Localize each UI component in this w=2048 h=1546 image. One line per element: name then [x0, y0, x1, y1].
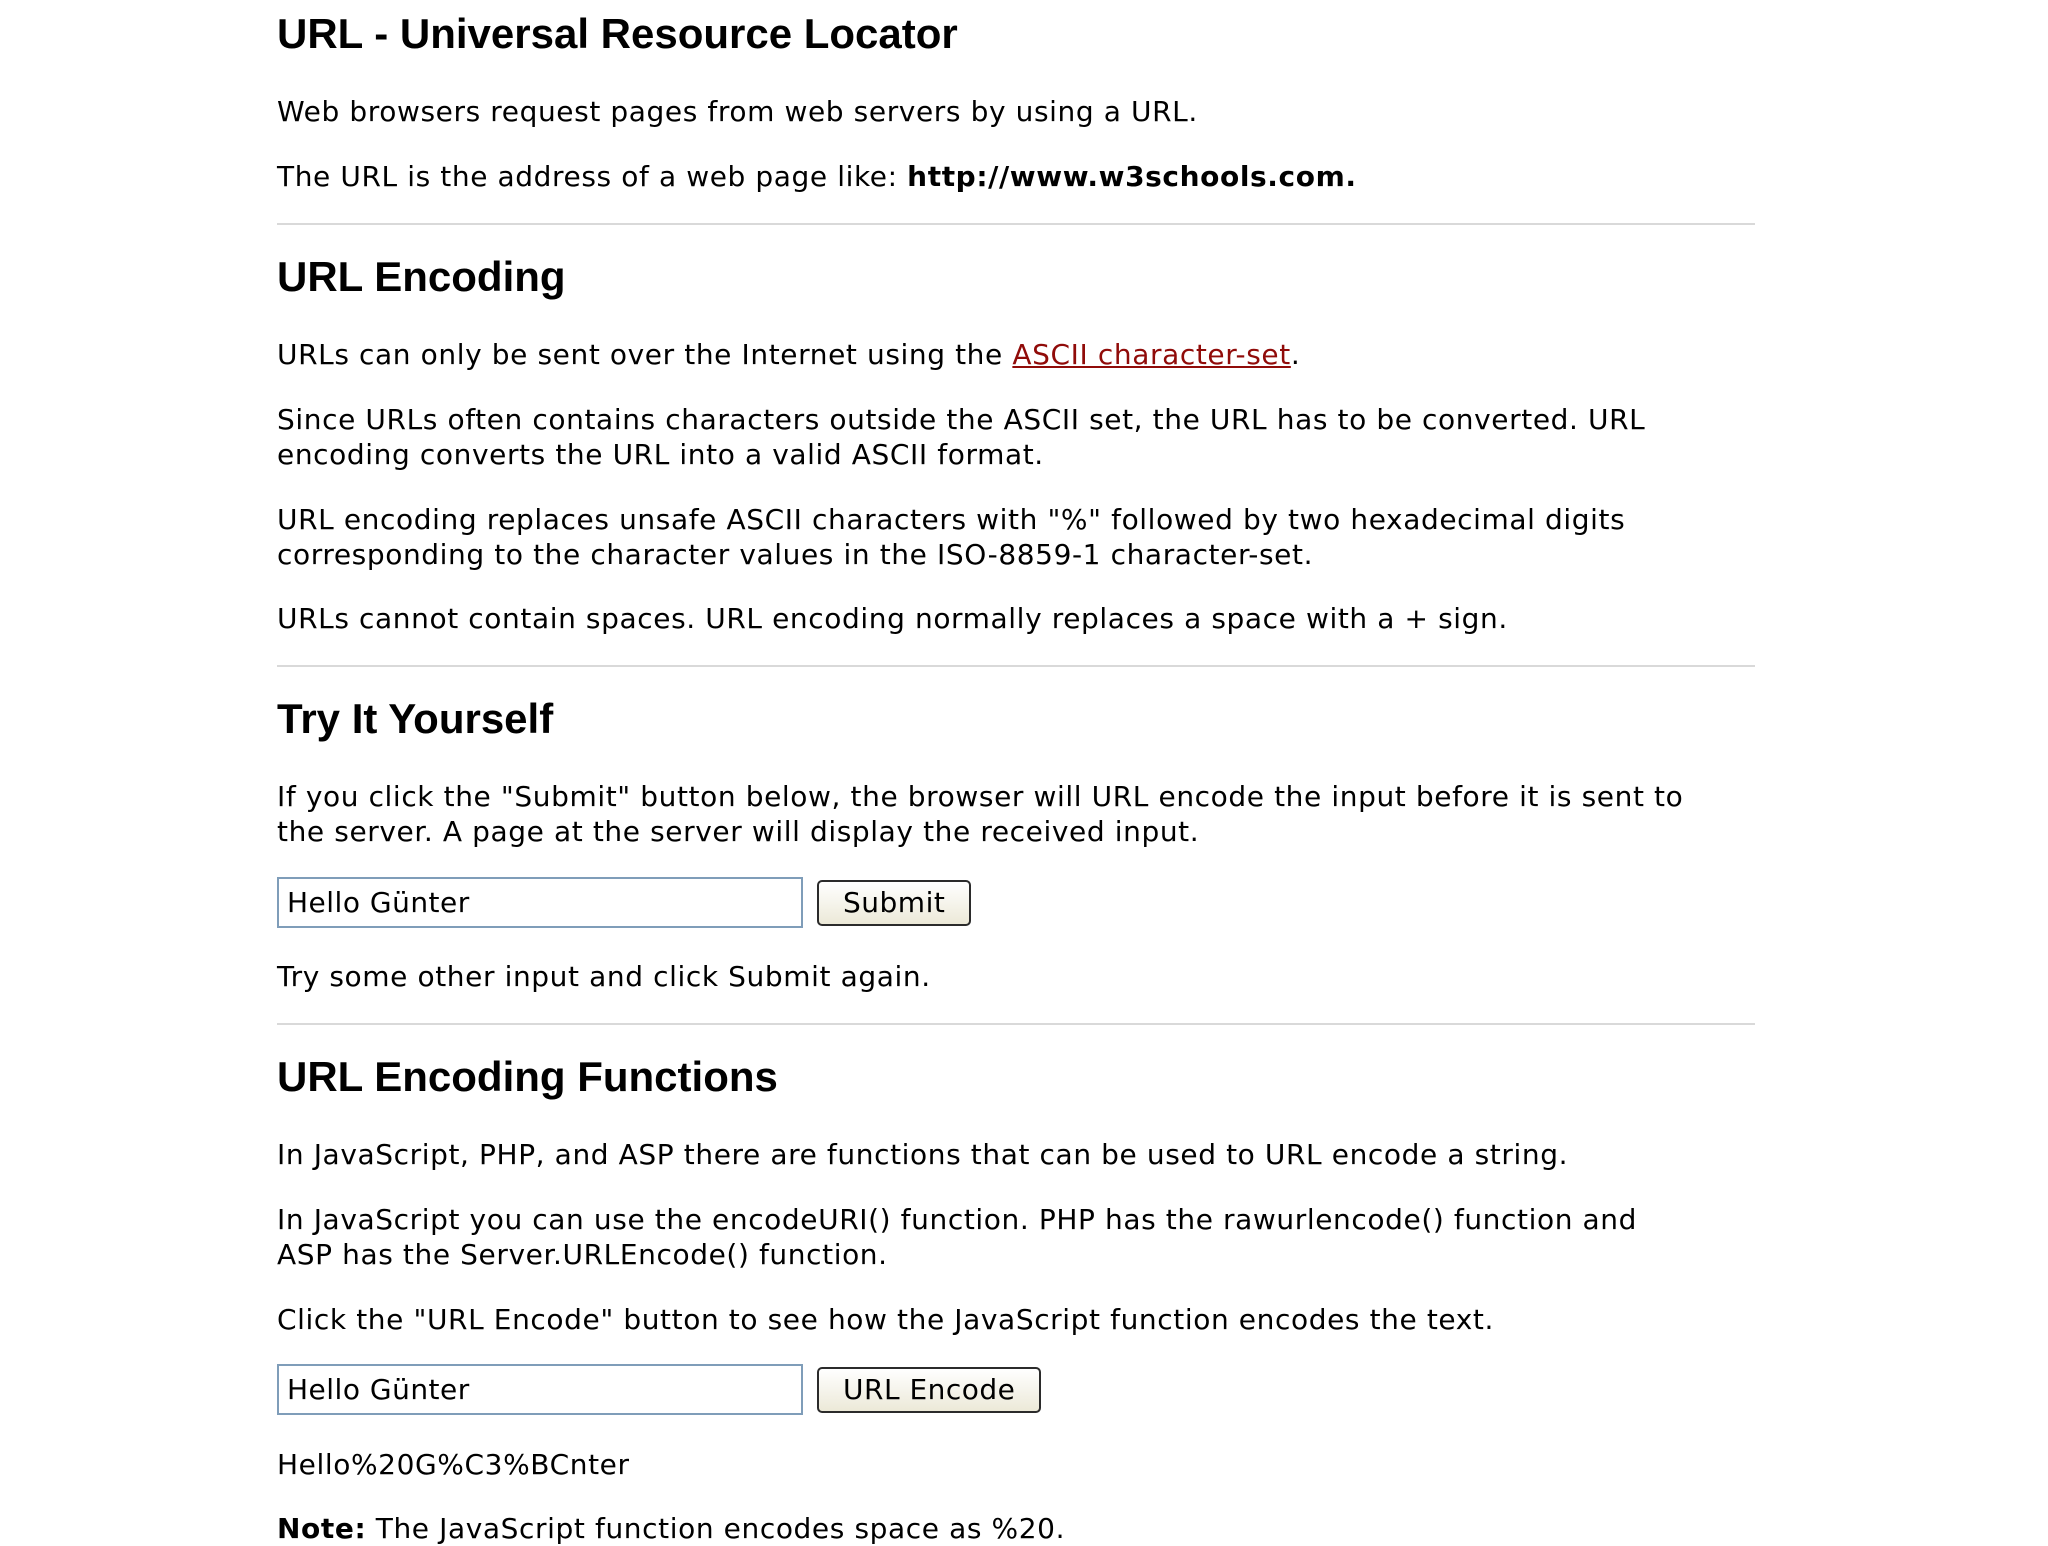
encoding-convert-text [277, 402, 1645, 472]
try-again-text: Try some other input and click Submit again. [277, 960, 931, 993]
encoding-convert-line1: Since URLs often contains characters outside the ASCII set, the URL has to be converted. URL [277, 403, 1646, 436]
url-address-prefix: The URL is the address of a web page like: [277, 160, 908, 193]
encoding-replace-line2: corresponding to the character values in the ISO-8859-1 character-set. [277, 538, 1314, 571]
encoding-ascii-prefix: URLs can only be sent over the Internet using the [277, 338, 1013, 371]
encoded-result-text: Hello%20G%C3%BCnter [277, 1448, 630, 1481]
separator [277, 223, 1755, 225]
note-body: The JavaScript function encodes space as %20. [366, 1512, 1066, 1545]
functions-click-text: Click the "URL Encode" button to see how the JavaScript function encodes the text. [277, 1303, 1495, 1336]
try-intro-line2: the server. A page at the server will display the received input. [277, 815, 1200, 848]
encoding-replace-text [277, 502, 1625, 572]
try-intro-text [277, 779, 1683, 849]
functions-detail-text [277, 1202, 1637, 1272]
submit-form [277, 877, 971, 928]
try-intro-line1: If you click the "Submit" button below, the browser will URL encode the input before it is sent to [277, 780, 1684, 813]
url-address-text [277, 159, 1357, 194]
heading-url-encoding-functions: URL Encoding Functions [277, 1053, 778, 1100]
encode-text-input[interactable] [277, 1364, 803, 1415]
separator [277, 1023, 1755, 1025]
functions-intro-text: In JavaScript, PHP, and ASP there are functions that can be used to URL encode a string. [277, 1138, 1569, 1171]
encoding-ascii-text [277, 337, 1300, 372]
example-url: http://www.w3schools.com. [907, 160, 1357, 193]
heading-url: URL - Universal Resource Locator [277, 10, 958, 57]
url-intro-text: Web browsers request pages from web servers by using a URL. [277, 95, 1198, 128]
ascii-charset-link[interactable]: ASCII character-set [1012, 338, 1291, 371]
heading-try-it-yourself: Try It Yourself [277, 695, 554, 742]
encoding-convert-line2: encoding converts the URL into a valid ASCII format. [277, 438, 1044, 471]
functions-detail-line2: ASP has the Server.URLEncode() function. [277, 1238, 888, 1271]
note-label: Note: [277, 1512, 367, 1545]
heading-url-encoding: URL Encoding [277, 253, 566, 300]
encoding-ascii-suffix: . [1290, 338, 1301, 371]
encoding-replace-line1: URL encoding replaces unsafe ASCII characters with "%" followed by two hexadecimal digits [277, 503, 1626, 536]
submit-text-input[interactable] [277, 877, 803, 928]
separator [277, 665, 1755, 667]
encoding-spaces-text: URLs cannot contain spaces. URL encoding normally replaces a space with a + sign. [277, 602, 1508, 635]
url-encode-button[interactable]: URL Encode [817, 1367, 1041, 1413]
submit-button[interactable]: Submit [817, 880, 971, 926]
functions-detail-line1: In JavaScript you can use the encodeURI() function. PHP has the rawurlencode() function and [277, 1203, 1638, 1236]
note-text [277, 1511, 1065, 1546]
encode-form [277, 1364, 1041, 1415]
